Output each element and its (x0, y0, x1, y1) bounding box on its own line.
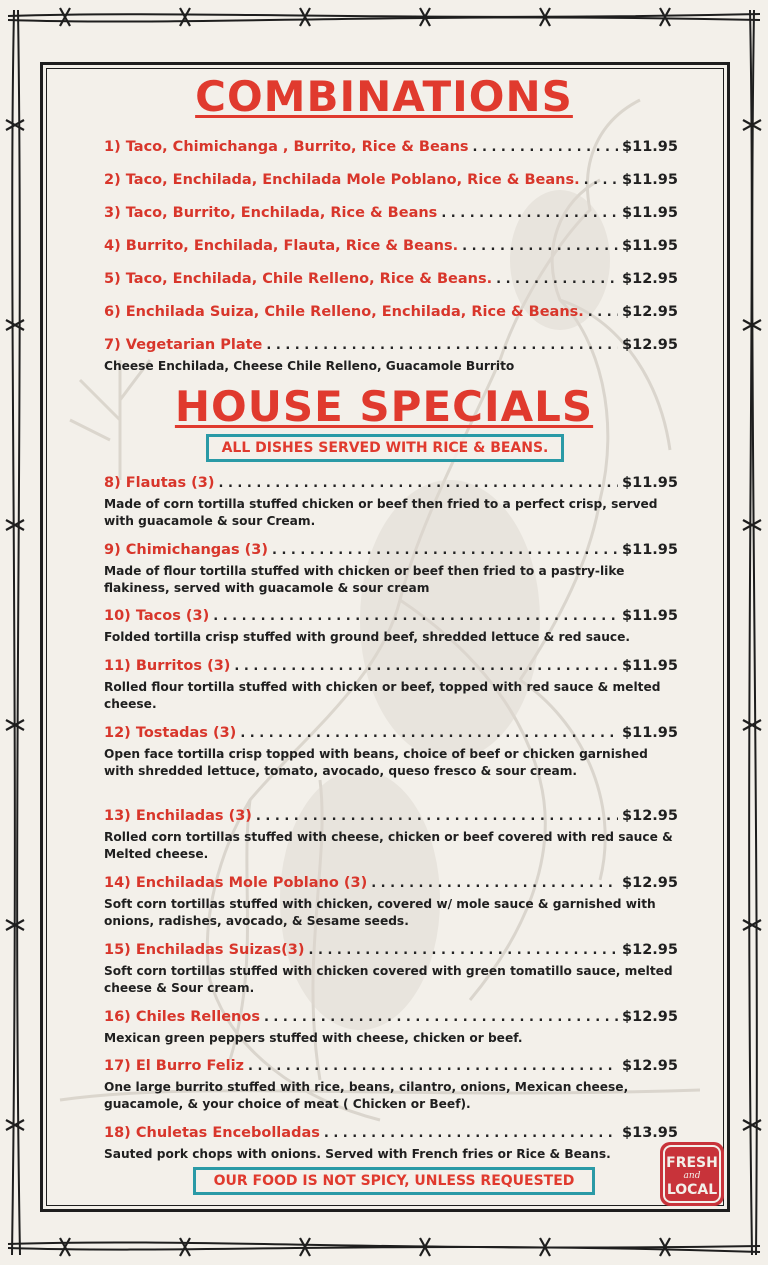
combination-item (104, 271, 678, 291)
dot-leader (473, 140, 619, 155)
dot-leader (588, 305, 618, 320)
item-name: 12) Tostadas (3) (104, 725, 237, 741)
item-name: 5) Taco, Enchilada, Chile Relleno, Rice & Beans. (104, 271, 493, 287)
item-price: $11.95 (622, 172, 678, 188)
not-spicy-note: OUR FOOD IS NOT SPICY, UNLESS REQUESTED (193, 1167, 595, 1195)
item-name: 2) Taco, Enchilada, Enchilada Mole Poblano, Rice & Beans. (104, 172, 580, 188)
item-description: Folded tortilla crisp stuffed with ground beef, shredded lettuce & red sauce. (104, 630, 631, 644)
item-description: One large burrito stuffed with rice, beans, cilantro, onions, Mexican cheese, guacamole, & your choice of meat ( Chicken or Beef). (104, 1080, 629, 1111)
combination-item (104, 238, 678, 258)
item-name: 6) Enchilada Suiza, Chile Relleno, Enchilada, Rice & Beans. (104, 304, 584, 320)
item-description: Rolled corn tortillas stuffed with cheese, chicken or beef covered with red sauce & Melted cheese. (104, 830, 673, 861)
badge-line2: and (683, 1171, 701, 1181)
dot-leader (240, 726, 618, 741)
item-name: 7) Vegetarian Plate (104, 337, 263, 353)
special-item (104, 1009, 678, 1047)
item-description: Made of corn tortilla stuffed chicken or beef then fried to a perfect crisp, served with guacamole & sour Cream. (104, 497, 658, 528)
dot-leader (266, 338, 618, 353)
item-name: 9) Chimichangas (3) (104, 542, 268, 558)
dot-leader (496, 272, 618, 287)
item-name: 17) El Burro Feliz (104, 1058, 244, 1074)
item-description: Mexican green peppers stuffed with cheese, chicken or beef. (104, 1031, 523, 1045)
combination-item (104, 337, 678, 375)
house-specials-title: HOUSE SPECIALS (174, 382, 594, 431)
item-price: $12.95 (622, 337, 678, 353)
item-price: $11.95 (622, 658, 678, 674)
item-name: 16) Chiles Rellenos (104, 1009, 260, 1025)
item-name: 14) Enchiladas Mole Poblano (3) (104, 875, 368, 891)
item-description: Sauted pork chops with onions. Served with French fries or Rice & Beans. (104, 1147, 611, 1161)
item-name: 10) Tacos (3) (104, 608, 210, 624)
item-name: 8) Flautas (3) (104, 475, 215, 491)
item-name: 3) Taco, Burrito, Enchilada, Rice & Beans (104, 205, 438, 221)
item-price: $12.95 (622, 875, 678, 891)
badge-line1: FRESH (666, 1155, 718, 1171)
special-item (104, 475, 678, 530)
special-item (104, 942, 678, 997)
special-item (104, 875, 678, 930)
dot-leader (256, 809, 618, 824)
special-item (104, 542, 678, 597)
rice-beans-note: ALL DISHES SERVED WITH RICE & BEANS. (206, 434, 564, 462)
dot-leader (371, 876, 618, 891)
dot-leader (309, 943, 619, 958)
item-price: $11.95 (622, 238, 678, 254)
dot-leader (272, 543, 618, 558)
combination-item (104, 205, 678, 225)
item-price: $12.95 (622, 1009, 678, 1025)
dot-leader (219, 476, 619, 491)
combination-item (104, 172, 678, 192)
item-price: $11.95 (622, 205, 678, 221)
combination-item (104, 304, 678, 324)
item-name: 1) Taco, Chimichanga , Burrito, Rice & Beans (104, 139, 469, 155)
badge-line3: LOCAL (666, 1182, 718, 1198)
item-price: $11.95 (622, 725, 678, 741)
dot-leader (462, 239, 618, 254)
item-price: $12.95 (622, 1058, 678, 1074)
item-price: $12.95 (622, 271, 678, 287)
dot-leader (264, 1010, 618, 1025)
special-item (104, 608, 678, 646)
combinations-title: COMBINATIONS (195, 72, 573, 121)
item-price: $11.95 (622, 475, 678, 491)
special-item (104, 808, 678, 863)
item-price: $12.95 (622, 942, 678, 958)
item-price: $12.95 (622, 304, 678, 320)
combination-item (104, 139, 678, 159)
item-price: $11.95 (622, 542, 678, 558)
dot-leader (324, 1126, 618, 1141)
item-price: $12.95 (622, 808, 678, 824)
item-name: 11) Burritos (3) (104, 658, 231, 674)
item-description: Rolled flour tortilla stuffed with chicken or beef, topped with red sauce & melted cheese. (104, 680, 661, 711)
item-name: 13) Enchiladas (3) (104, 808, 252, 824)
dot-leader (234, 659, 618, 674)
fresh-and-local-stamp (658, 1140, 726, 1208)
item-name: 15) Enchiladas Suizas(3) (104, 942, 305, 958)
item-description: Soft corn tortillas stuffed with chicken, covered w/ mole sauce & garnished with onions, radishes, avocado, & Sesame seeds. (104, 897, 656, 928)
special-item (104, 1125, 678, 1163)
dot-leader (441, 206, 618, 221)
special-item (104, 1058, 678, 1113)
special-item (104, 725, 678, 780)
dot-leader (213, 609, 618, 624)
item-price: $11.95 (622, 608, 678, 624)
dot-leader (584, 173, 618, 188)
item-name: 18) Chuletas Encebolladas (104, 1125, 320, 1141)
item-description: Soft corn tortillas stuffed with chicken covered with green tomatillo sauce, melted cheese & Sour cream. (104, 964, 673, 995)
item-price: $13.95 (622, 1125, 678, 1141)
item-description: Cheese Enchilada, Cheese Chile Relleno, Guacamole Burrito (104, 359, 515, 373)
item-price: $11.95 (622, 139, 678, 155)
item-description: Made of flour tortilla stuffed with chicken or beef then fried to a pastry-like flakiness, served with guacamole & sour cream (104, 564, 625, 595)
dot-leader (248, 1059, 618, 1074)
item-name: 4) Burrito, Enchilada, Flauta, Rice & Beans. (104, 238, 459, 254)
special-item (104, 658, 678, 713)
item-description: Open face tortilla crisp topped with beans, choice of beef or chicken garnished with shredded lettuce, tomato, avocado, queso fresco & sour cream. (104, 747, 648, 778)
